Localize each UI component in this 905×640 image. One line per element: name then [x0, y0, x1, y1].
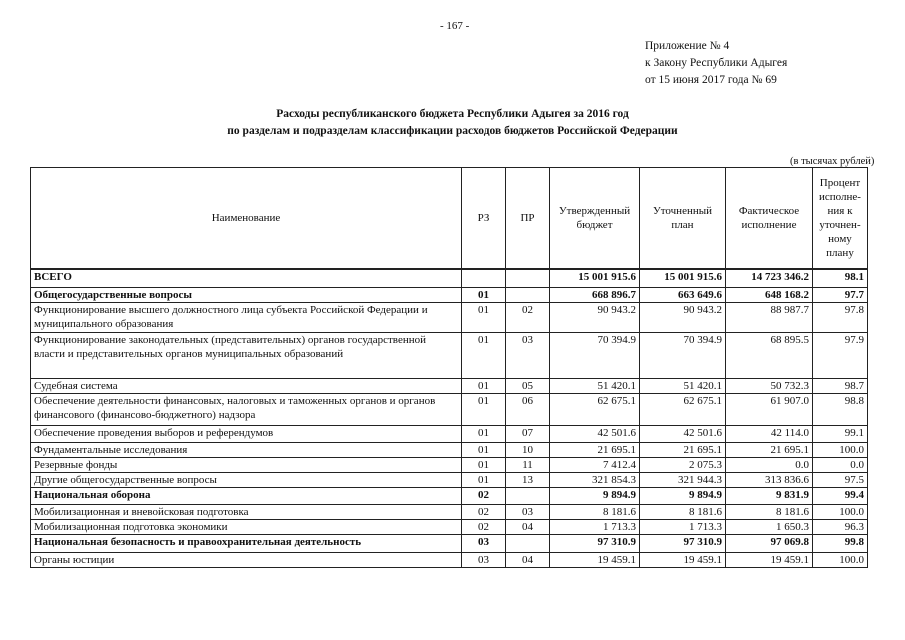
cell-refined: 15 001 915.6 [640, 269, 726, 287]
cell-percent: 98.1 [813, 269, 868, 287]
cell-rz: 02 [462, 487, 506, 504]
table-row [31, 534, 868, 552]
cell-refined: 97 310.9 [640, 534, 726, 552]
cell-pr: 10 [506, 442, 550, 457]
cell-actual: 68 895.5 [726, 332, 813, 378]
cell-rz: 01 [462, 287, 506, 302]
table-row [31, 393, 868, 425]
table-row [31, 472, 868, 487]
cell-refined: 8 181.6 [640, 504, 726, 519]
header-name: Наименование [31, 168, 462, 270]
cell-approved: 8 181.6 [550, 504, 640, 519]
cell-pr: 04 [506, 552, 550, 567]
cell-approved: 70 394.9 [550, 332, 640, 378]
cell-rz: 01 [462, 302, 506, 332]
cell-name: Мобилизационная подготовка экономики [31, 519, 462, 534]
cell-actual: 1 650.3 [726, 519, 813, 534]
table-row [31, 378, 868, 393]
cell-actual: 42 114.0 [726, 425, 813, 442]
page-number: - 167 - [440, 20, 470, 32]
cell-percent: 100.0 [813, 442, 868, 457]
header-percent: Процент исполне-ния к уточнен-ному плану [813, 168, 868, 270]
cell-rz: 01 [462, 332, 506, 378]
appendix-line-3: от 15 июня 2017 года № 69 [645, 74, 777, 86]
header-rz: РЗ [462, 168, 506, 270]
cell-actual: 97 069.8 [726, 534, 813, 552]
cell-approved: 90 943.2 [550, 302, 640, 332]
cell-percent: 97.8 [813, 302, 868, 332]
cell-name: Резервные фонды [31, 457, 462, 472]
cell-percent: 0.0 [813, 457, 868, 472]
cell-approved: 51 420.1 [550, 378, 640, 393]
cell-rz: 01 [462, 425, 506, 442]
cell-approved: 9 894.9 [550, 487, 640, 504]
cell-refined: 42 501.6 [640, 425, 726, 442]
cell-rz: 01 [462, 457, 506, 472]
cell-approved: 21 695.1 [550, 442, 640, 457]
cell-actual: 50 732.3 [726, 378, 813, 393]
cell-refined: 51 420.1 [640, 378, 726, 393]
cell-percent: 96.3 [813, 519, 868, 534]
table-row [31, 519, 868, 534]
cell-rz: 03 [462, 534, 506, 552]
cell-actual: 61 907.0 [726, 393, 813, 425]
cell-pr: 04 [506, 519, 550, 534]
cell-pr: 11 [506, 457, 550, 472]
cell-name: Другие общегосударственные вопросы [31, 472, 462, 487]
cell-approved: 1 713.3 [550, 519, 640, 534]
cell-actual: 88 987.7 [726, 302, 813, 332]
cell-rz: 01 [462, 472, 506, 487]
cell-approved: 97 310.9 [550, 534, 640, 552]
cell-approved: 42 501.6 [550, 425, 640, 442]
cell-pr: 13 [506, 472, 550, 487]
cell-percent: 97.7 [813, 287, 868, 302]
cell-rz: 02 [462, 504, 506, 519]
cell-refined: 321 944.3 [640, 472, 726, 487]
cell-approved: 321 854.3 [550, 472, 640, 487]
cell-actual: 0.0 [726, 457, 813, 472]
cell-percent: 98.7 [813, 378, 868, 393]
cell-pr [506, 487, 550, 504]
cell-name: Обеспечение деятельности финансовых, налоговых и таможенных органов и органов финансового (финансово-бюджетного) надзора [31, 393, 462, 425]
cell-percent: 100.0 [813, 552, 868, 567]
cell-approved: 7 412.4 [550, 457, 640, 472]
cell-refined: 62 675.1 [640, 393, 726, 425]
cell-rz [462, 269, 506, 287]
cell-rz: 01 [462, 378, 506, 393]
header-pr: ПР [506, 168, 550, 270]
cell-approved: 668 896.7 [550, 287, 640, 302]
cell-approved: 15 001 915.6 [550, 269, 640, 287]
cell-name: Судебная система [31, 378, 462, 393]
table-row [31, 287, 868, 302]
cell-rz: 02 [462, 519, 506, 534]
expenditure-table-wrapper [30, 167, 868, 568]
cell-actual: 19 459.1 [726, 552, 813, 567]
cell-name: Функционирование законодательных (представительных) органов государственной власти и представительных органов муниципальных образований [31, 332, 462, 378]
cell-actual: 21 695.1 [726, 442, 813, 457]
cell-percent: 97.5 [813, 472, 868, 487]
cell-name: Национальная безопасность и правоохранительная деятельность [31, 534, 462, 552]
cell-pr [506, 269, 550, 287]
table-row [31, 487, 868, 504]
cell-name: Общегосударственные вопросы [31, 287, 462, 302]
expenditure-table [30, 167, 868, 568]
header-approved: Утвержденный бюджет [550, 168, 640, 270]
cell-pr [506, 287, 550, 302]
appendix-line-1: Приложение № 4 [645, 40, 730, 52]
cell-pr: 03 [506, 332, 550, 378]
table-row [31, 442, 868, 457]
table-header-row [31, 168, 868, 270]
cell-percent: 99.4 [813, 487, 868, 504]
cell-pr: 06 [506, 393, 550, 425]
cell-actual: 8 181.6 [726, 504, 813, 519]
cell-refined: 1 713.3 [640, 519, 726, 534]
table-body [31, 269, 868, 567]
cell-actual: 9 831.9 [726, 487, 813, 504]
units-note: (в тысячах рублей) [790, 156, 875, 167]
cell-percent: 99.1 [813, 425, 868, 442]
table-row [31, 425, 868, 442]
title-line-1: Расходы республиканского бюджета Республики Адыгея за 2016 год [276, 108, 629, 120]
appendix-line-2: к Закону Республики Адыгея [645, 57, 788, 69]
cell-rz: 01 [462, 393, 506, 425]
cell-pr: 02 [506, 302, 550, 332]
cell-actual: 313 836.6 [726, 472, 813, 487]
document-title [0, 106, 905, 140]
cell-refined: 90 943.2 [640, 302, 726, 332]
cell-rz: 01 [462, 442, 506, 457]
title-line-2: по разделам и подразделам классификации расходов бюджетов Российской Федерации [227, 125, 678, 137]
table-row [31, 302, 868, 332]
cell-refined: 9 894.9 [640, 487, 726, 504]
cell-name: Национальная оборона [31, 487, 462, 504]
appendix-note [645, 38, 787, 89]
cell-name: ВСЕГО [31, 269, 462, 287]
cell-percent: 99.8 [813, 534, 868, 552]
cell-refined: 2 075.3 [640, 457, 726, 472]
cell-pr [506, 534, 550, 552]
header-actual: Фактическое исполнение [726, 168, 813, 270]
cell-refined: 19 459.1 [640, 552, 726, 567]
cell-refined: 70 394.9 [640, 332, 726, 378]
table-row [31, 504, 868, 519]
cell-approved: 62 675.1 [550, 393, 640, 425]
cell-percent: 97.9 [813, 332, 868, 378]
cell-name: Обеспечение проведения выборов и референдумов [31, 425, 462, 442]
cell-name: Органы юстиции [31, 552, 462, 567]
table-row [31, 457, 868, 472]
cell-refined: 21 695.1 [640, 442, 726, 457]
cell-refined: 663 649.6 [640, 287, 726, 302]
table-row [31, 332, 868, 378]
cell-percent: 98.8 [813, 393, 868, 425]
cell-name: Мобилизационная и вневойсковая подготовка [31, 504, 462, 519]
cell-actual: 648 168.2 [726, 287, 813, 302]
header-refined: Уточненный план [640, 168, 726, 270]
cell-pr: 07 [506, 425, 550, 442]
table-row [31, 552, 868, 567]
cell-pr: 03 [506, 504, 550, 519]
cell-name: Функционирование высшего должностного лица субъекта Российской Федерации и муниципального образования [31, 302, 462, 332]
cell-rz: 03 [462, 552, 506, 567]
cell-name: Фундаментальные исследования [31, 442, 462, 457]
cell-approved: 19 459.1 [550, 552, 640, 567]
cell-percent: 100.0 [813, 504, 868, 519]
table-row [31, 269, 868, 287]
cell-pr: 05 [506, 378, 550, 393]
cell-actual: 14 723 346.2 [726, 269, 813, 287]
